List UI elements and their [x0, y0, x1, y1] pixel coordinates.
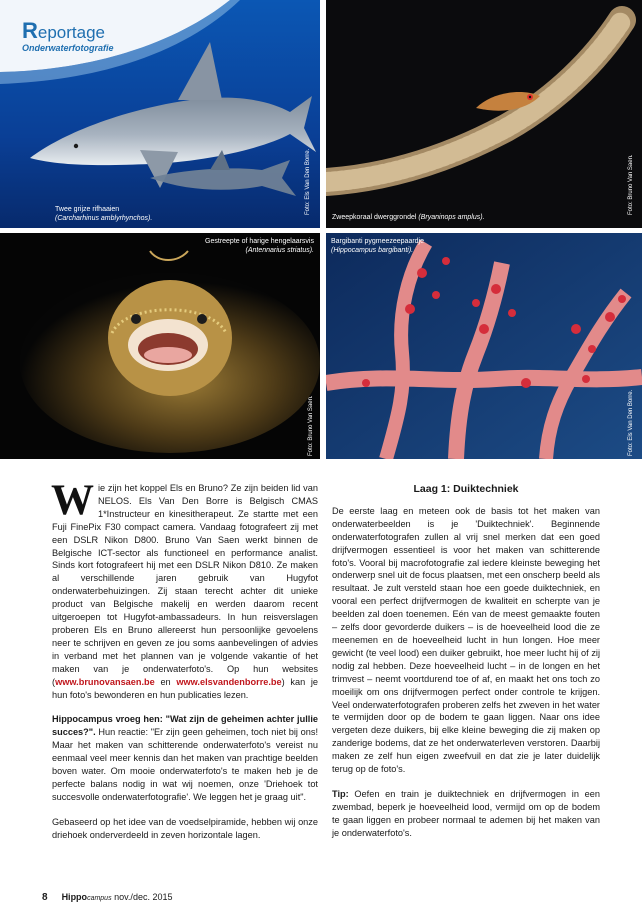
issue-date: nov./dec. 2015 — [114, 892, 173, 902]
secrets-question: Hippocampus vroeg hen: "Wat zijn de geheimen achter jullie succes?". — [52, 714, 318, 738]
seahorse-caption — [331, 237, 424, 255]
frogfish-caption-latin: (Antennarius striatus). — [245, 247, 314, 254]
seahorse-photo — [326, 233, 642, 459]
frogfish-photo — [0, 233, 320, 459]
website-link-els[interactable]: www.elsvandenborre.be — [176, 676, 282, 687]
seahorse-caption-latin: (Hippocampus bargibanti). — [331, 247, 414, 254]
intro-text-end: ) kan je hun foto's bewonderen en hun publicaties lezen. — [52, 676, 318, 700]
shark-caption-latin: (Carcharhinus amblyrhynchos). — [55, 215, 153, 222]
frogfish-caption — [168, 237, 314, 255]
section-heading: Laag 1: Duiktechniek — [413, 483, 519, 495]
tip-paragraph — [332, 788, 600, 840]
left-column — [51, 477, 318, 854]
intro-paragraph — [51, 477, 318, 701]
goby-caption-latin: (Bryaninops amplus). — [418, 214, 485, 221]
tip-label: Tip: — [332, 788, 349, 799]
secrets-answer: Hun reactie: "Er zijn geen geheimen, toch niet bij ons! Maar het maken van schitterende onderwaterfoto's vereist nu eenmaal veel meer kennis dan het maken van prachtige beelden boven water. Om mooie onderwaterfoto's te maken heb je de perfecte balans nodig in wat wij noemen, onze 'Driehoek tot succesvolle onderwaterfotografie'. We leggen het je graag uit". — [52, 727, 318, 802]
magazine-name-bold: Hippo — [61, 892, 88, 902]
seahorse-caption-name: Bargibanti pygmeezeepaardje — [331, 238, 425, 245]
right-column — [332, 482, 600, 852]
page-number: 8 — [42, 892, 48, 903]
section-letter: R — [22, 18, 38, 43]
page-footer — [42, 892, 172, 903]
pyramid-paragraph: Gebaseerd op het idee van de voedselpiramide, hebben wij onze driehoek onderverdeeld in zeven horizontale lagen. — [52, 816, 318, 840]
shark-credit: Foto: Els Van Den Borre. — [305, 148, 311, 215]
drop-cap: W — [51, 477, 94, 524]
shark-caption-name: Twee grijze rifhaaien — [55, 206, 120, 213]
website-link-bruno[interactable]: www.brunovansaen.be — [55, 676, 155, 687]
shark-caption — [55, 205, 152, 223]
seahorse-credit: Foto: Els Van Den Borre. — [628, 389, 634, 456]
frogfish-credit: Foto: Bruno Van Saen. — [308, 395, 314, 456]
section-title: eportage — [37, 23, 106, 42]
section-subtitle: Onderwaterfotografie — [22, 43, 114, 53]
intro-text: ie zijn het koppel Els en Bruno? Ze zijn beiden lid van NELOS. Els Van Den Borre is Belgisch CMAS 1*Instructeur en kinesitherapeut. Ze startte met een Fuji FinePix F30 compact camera. Vandaag fotografeert zij met een DSLR Nikon D800. Bruno Van Saen werkt binnen de Belgische ICT-sector als functioneel en performance analist. Sinds kort fotografeert hij met een DSLR Nikon D810. Ze maken al verschillende jaren gebruik van Hugyfot onderwaterbehuizingen. Zij staan terecht achter dit unieke product van Belgische makelij en werden daarom recent uitgeroepen tot Hugyfot-ambassadeurs. In hun reisverslagen proberen Els en Bruno allereerst hun persoonlijke gevoelens neer te schrijven en geven ze jou soms aanbevelingen of advies in verband met het plannen van je volgende vakantie of het maken van je onderwaterfoto's. Op hun websites ( — [52, 483, 318, 687]
secrets-paragraph — [52, 713, 318, 803]
goby-caption — [332, 213, 485, 222]
section-label — [22, 18, 106, 43]
technique-paragraph: De eerste laag en meteen ook de basis tot het maken van onderwaterbeelden is je 'Duiktechniek'. Beginnende onderwaterfotografen zullen al vrij snel merken dat een goed drijfvermogen essentieel is voor het maken van schitterende foto's. Vooral bij macrofotografie zal iedere kleinste beweging het onderwerp snel uit de focus plaatsen, met een onscherp beeld als resultaat. Je zult versteld staan hoe een goede duiktechniek, en vooral een perfect drijfvermogen de kwaliteit en scherpte van je beelden zal doen toenemen. Eén van de meest gemaakte fouten – zelfs door gevorderde duikers – is de hoeveelheid lood die ze meenemen en de hoeveelheid lucht in hun longen. Hoe meer gewicht (te veel lood) een duiker gebruikt, hoe meer lucht hij of zij nodig zal hebben. Deze hoeveelheid lucht – in de longen en het trimvest – neemt voortdurend toe of af, en maakt het ons toch zo moeilijk om ons drijfvermogen perfect onder controle te krijgen. Veel onderwaterfotografen proberen zelfs het zweven in het water te vermijden door op de bodem te gaan liggen. Naar ons idee vergeten deze duikers, bij elke kleine beweging die zij maken op zanderige bodems, dat ze het onderwaterleven verstoren. Daarbij maken ze zelf hun eigen zweefvuil en dat zie je later duidelijk terug op de foto's. — [332, 505, 600, 775]
goby-credit: Foto: Bruno Van Saen. — [628, 154, 634, 215]
goby-caption-name: Zweepkoraal dwerggrondel — [332, 214, 417, 221]
magazine-name-italic: campus — [87, 895, 112, 902]
intro-and: en — [154, 676, 177, 687]
magazine-name — [62, 892, 173, 902]
frogfish-caption-name: Gestreepte of harige hengelaarsvis — [205, 238, 314, 245]
goby-photo — [326, 0, 642, 228]
tip-text: Oefen en train je duiktechniek en drijfvermogen in een zwembad, beperk je hoeveelheid lood, vermijd om op de bodem te gaan liggen en probeer normaal te ademen bij het maken van je onderwaterfoto's. — [332, 788, 600, 838]
